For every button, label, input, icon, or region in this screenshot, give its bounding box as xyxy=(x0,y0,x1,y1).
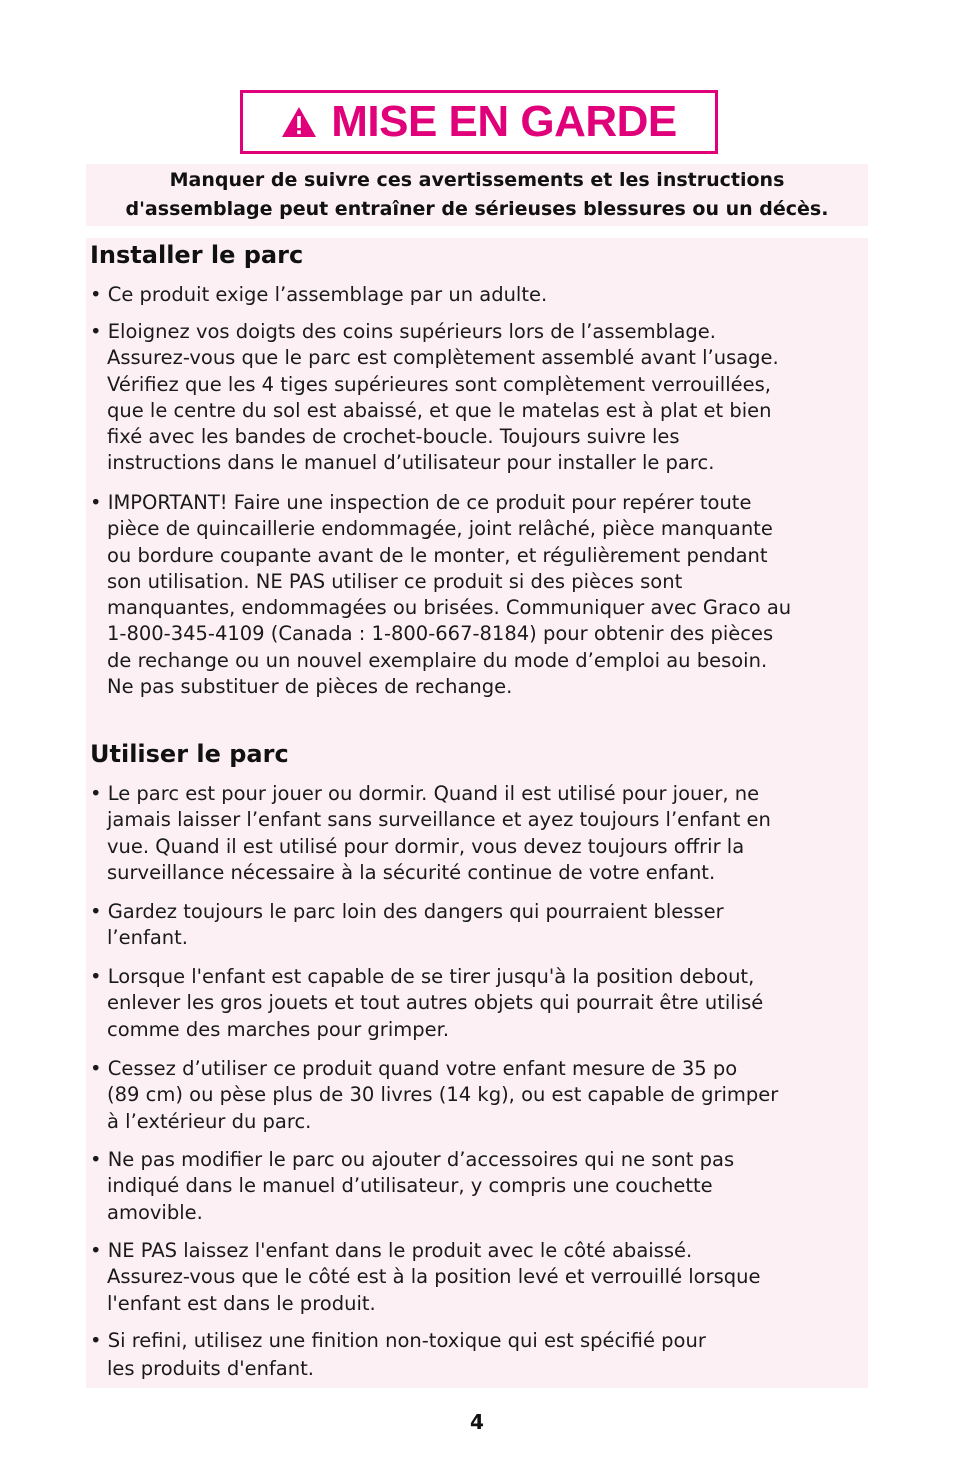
item-text: vue. Quand il est utilisé pour dormir, vous devez toujours offrir la xyxy=(107,834,745,858)
section-heading-use: Utiliser le parc xyxy=(90,740,289,768)
item-text: Assurez-vous que le parc est complètement assemblé avant l’usage. xyxy=(107,346,779,370)
item-text: à l’extérieur du parc. xyxy=(107,1109,312,1133)
banner-line-1: Manquer de suivre ces avertissements et les instructions xyxy=(169,169,785,191)
warning-triangle-icon xyxy=(281,106,317,138)
item-text: amovible. xyxy=(107,1200,203,1224)
item-text: de rechange ou un nouvel exemplaire du mode d’emploi au besoin. xyxy=(107,648,768,672)
list-item xyxy=(90,319,779,477)
item-text: l’enfant. xyxy=(107,926,188,950)
section-heading-install: Installer le parc xyxy=(90,241,304,269)
page-number: 4 xyxy=(470,1410,484,1434)
item-text: 1-800-345-4109 (Canada : 1-800-667-8184) pour obtenir des pièces xyxy=(107,622,774,646)
instructions-panel xyxy=(86,238,868,1388)
item-text: indiqué dans le manuel d’utilisateur, y compris une couchette xyxy=(107,1174,713,1198)
item-text: pièce de quincaillerie endommagée, joint relâché, pièce manquante xyxy=(107,517,773,541)
item-text: que le centre du sol est abaissé, et que le matelas est à plat et bien xyxy=(107,398,772,422)
item-text: • Cessez d’utiliser ce produit quand votre enfant mesure de 35 po xyxy=(90,1057,738,1080)
item-text: les produits d'enfant. xyxy=(107,1357,314,1381)
item-text: enlever les gros jouets et tout autres objets qui pourrait être utilisé xyxy=(107,991,764,1015)
item-text: l'enfant est dans le produit. xyxy=(107,1291,376,1315)
list-item xyxy=(90,282,547,308)
list-item xyxy=(90,1056,778,1135)
list-item xyxy=(90,1238,761,1317)
item-text: jamais laisser l’enfant sans surveillance et ayez toujours l’enfant en xyxy=(107,808,771,832)
item-text: • Ce produit exige l’assemblage par un adulte. xyxy=(90,283,548,306)
item-text: Assurez-vous que le côté est à la position levé et verrouillé lorsque xyxy=(107,1265,761,1289)
item-text: (89 cm) ou pèse plus de 30 livres (14 kg), ou est capable de grimper xyxy=(107,1083,779,1107)
list-item xyxy=(90,964,763,1043)
list-item xyxy=(90,781,771,886)
item-text: • Ne pas modifier le parc ou ajouter d’accessoires qui ne sont pas xyxy=(90,1148,735,1171)
list-item xyxy=(90,1328,706,1383)
item-text: Ne pas substituer de pièces de rechange. xyxy=(107,675,513,699)
warning-banner xyxy=(86,164,868,226)
item-text: • Lorsque l'enfant est capable de se tirer jusqu'à la position debout, xyxy=(90,965,755,988)
item-text: • Eloignez vos doigts des coins supérieurs lors de l’assemblage. xyxy=(90,320,716,343)
item-text: • Le parc est pour jouer ou dormir. Quand il est utilisé pour jouer, ne xyxy=(90,782,760,805)
banner-line-2: d'assemblage peut entraîner de sérieuses blessures ou un décès. xyxy=(125,198,829,220)
list-item xyxy=(90,899,724,952)
item-text: • NE PAS laissez l'enfant dans le produit avec le côté abaissé. xyxy=(90,1239,693,1262)
item-text: comme des marches pour grimper. xyxy=(107,1017,450,1041)
item-text: • Gardez toujours le parc loin des dangers qui pourraient blesser xyxy=(90,900,724,923)
list-item xyxy=(90,1147,734,1226)
item-text: son utilisation. NE PAS utiliser ce produit si des pièces sont xyxy=(107,569,683,593)
item-text: • Si refini, utilisez une finition non-toxique qui est spécifié pour xyxy=(90,1329,706,1352)
item-text: instructions dans le manuel d’utilisateur pour installer le parc. xyxy=(107,451,715,475)
warning-title: MISE EN GARDE xyxy=(331,97,677,146)
item-text: fixé avec les bandes de crochet-boucle. Toujours suivre les xyxy=(107,425,680,449)
warning-title-box xyxy=(240,90,718,154)
item-text: • IMPORTANT! Faire une inspection de ce produit pour repérer toute xyxy=(90,491,752,514)
item-text: manquantes, endommagées ou brisées. Communiquer avec Graco au xyxy=(107,596,792,620)
item-text: ou bordure coupante avant de le monter, et régulièrement pendant xyxy=(107,543,768,567)
item-text: Vérifiez que les 4 tiges supérieures sont complètement verrouillées, xyxy=(107,372,771,396)
item-text: surveillance nécessaire à la sécurité continue de votre enfant. xyxy=(107,860,716,884)
list-item xyxy=(90,490,791,700)
